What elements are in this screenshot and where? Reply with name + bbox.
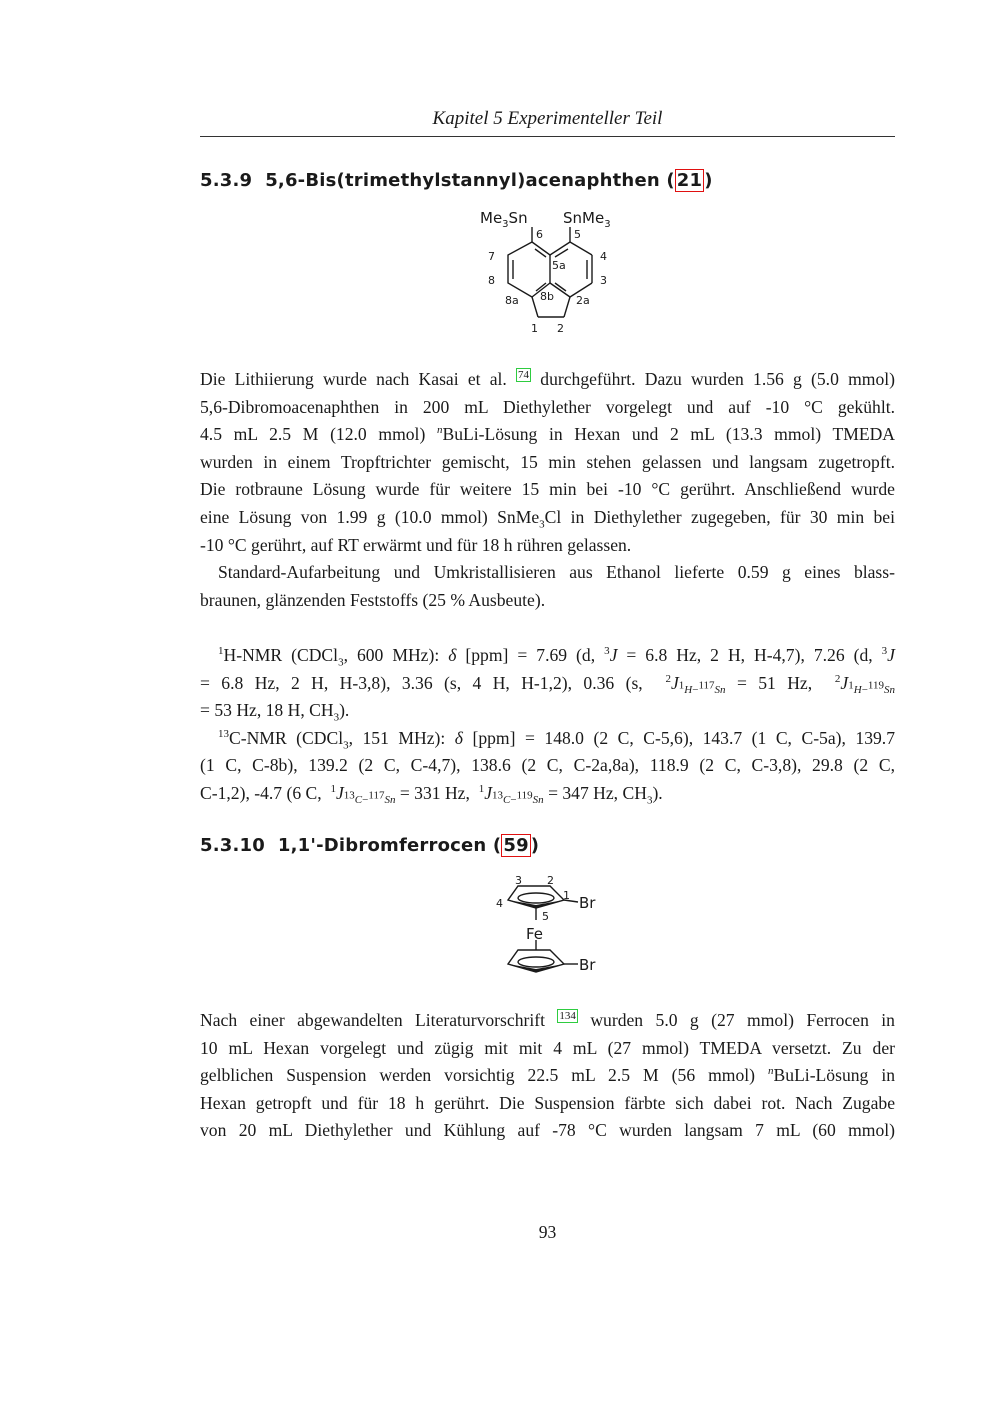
atom-label-4: 4	[600, 250, 607, 263]
atom-label-1: 1	[531, 322, 538, 335]
atom-label-2: 2	[547, 874, 554, 887]
compound-reference-link[interactable]: 21	[676, 170, 703, 191]
text-line: eine Lösung von 1.99 g (10.0 mmol) SnMe$_3$Cl in Diethylether zugegeben, für 30 min bei	[200, 506, 896, 531]
bromine-label-top: Br	[579, 894, 596, 912]
hnmr-line-3: = 53 Hz, 18 H, $CH_3$).	[200, 700, 350, 724]
citation-link[interactable]: 134	[559, 1010, 576, 1022]
atom-label-3: 3	[600, 274, 607, 287]
text-line: Die Lithiierung wurde nach Kasai et al. $^{74}$ durchgeführt. Dazu wurden 1.56 g (5.0 mmol)	[200, 369, 896, 389]
text-line: gelblichen Suspension werden vorsichtig 22.5 mL 2.5 M (56 mmol) $^n$BuLi-Lösung in	[200, 1065, 896, 1086]
atom-label-3: 3	[515, 874, 522, 887]
citation-link[interactable]: 74	[518, 369, 530, 381]
atom-label-1: 1	[563, 889, 570, 902]
atom-label-2a: 2a	[576, 294, 590, 307]
section-title: 5,6-Bis(trimethylstannyl)acenaphthen	[265, 170, 660, 191]
section-number: 5.3.10	[200, 835, 265, 856]
bromine-label-bottom: Br	[579, 956, 596, 974]
label-snme3: SnMe$_3$	[563, 209, 611, 230]
cnmr-line-2: (1 C, C-8b), 139.2 (2 C, C-4,7), 138.6 (2 C, C-2a,8a), 118.9 (2 C, C-3,8), 29.8 (2 C,	[200, 755, 895, 776]
cnmr-line-3: C-1,2), -4.7 (6 C, $^1J_{^{13}C-^{117}Sn} = 331$ Hz, $^1J_{^{13}C-^{119}Sn} = 347$ Hz, $CH_3$).	[200, 782, 663, 807]
text-line: -10 °C gerührt, auf RT erwärmt und für 18 h rühren gelassen.	[200, 534, 632, 555]
text-line: 4.5 mL 2.5 M (12.0 mmol) $^n$BuLi-Lösung in Hexan und 2 mL (13.3 mmol) TMEDA	[200, 424, 895, 445]
running-header: Kapitel 5 Experimenteller Teil	[432, 108, 663, 129]
atom-label-5: 5	[574, 228, 581, 241]
dibromoferrocene-structure	[490, 872, 620, 980]
text-line: braunen, glänzenden Feststoffs (25 % Ausbeute).	[200, 589, 546, 610]
hnmr-line-1: $^1$H-NMR (CDCl$_3$, 600 MHz): δ [ppm] = 7.69 (d, $^3$J = 6.8 Hz, 2 H, H-4,7), 7.26 (d, $^3$J	[218, 645, 895, 669]
header-rule	[200, 136, 895, 137]
atom-label-5a: 5a	[552, 259, 566, 272]
text-line: Die rotbraune Lösung wurde für weitere 15 min bei -10 °C gerührt. Anschließend wurde	[200, 479, 895, 500]
atom-label-5: 5	[542, 910, 549, 923]
text-line: 10 mL Hexan vorgelegt und zügig mit mit 4 mL (27 mmol) TMEDA versetzt. Zu der	[200, 1037, 895, 1058]
nmr-data-block	[200, 642, 895, 808]
iron-label: Fe	[526, 925, 544, 943]
section-number: 5.3.9	[200, 170, 253, 191]
hnmr-line-2: = 6.8 Hz, 2 H, H-3,8), 3.36 (s, 4 H, H-1,2), 0.36 (s, $^2J_{^1H-^{117}Sn} = 51$ Hz, $^2J_{^1H-^{119}Sn}$	[200, 672, 895, 697]
cnmr-line-1: $^{13}$C-NMR (CDCl$_3$, 151 MHz): δ [ppm] = 148.0 (2 C, C-5,6), 143.7 (1 C, C-5a), 139.7	[218, 727, 895, 752]
text-line: wurden in einem Tropftrichter gemischt, 15 min stehen gelassen und langsam zugetropft.	[200, 451, 895, 472]
section-title: 1,1'-Dibromferrocen	[277, 835, 487, 856]
procedure-paragraph-2	[200, 1007, 895, 1145]
label-me3sn: $Me_3Sn$	[480, 209, 528, 230]
section-heading-5-3-10: 5.3.10 1,1'-Dibromferrocen ( 59 )	[200, 835, 540, 856]
section-heading-5-3-9: 5.3.9 5,6-Bis(trimethylstannyl)acenaphthen ( 21 )	[200, 170, 713, 191]
text-line: 5,6-Dibromoacenaphthen in 200 mL Diethylether vorgelegt und auf -10 °C gekühlt.	[200, 396, 895, 417]
text-line: Nach einer abgewandelten Literaturvorschrift $^{134}$ wurden 5.0 g (27 mmol) Ferrocen in	[200, 1010, 895, 1030]
atom-label-8b: 8b	[540, 290, 554, 303]
atom-label-6: 6	[536, 228, 543, 241]
acenaphthene-structure	[470, 205, 630, 340]
page-number: 93	[538, 1222, 557, 1242]
atom-label-7: 7	[488, 250, 495, 263]
text-line: Hexan getropft und für 18 h gerührt. Die Suspension färbte sich dabei rot. Nach Zugabe	[200, 1092, 895, 1113]
atom-label-8a: 8a	[505, 294, 519, 307]
atom-label-2: 2	[557, 322, 564, 335]
text-line: von 20 mL Diethylether und Kühlung auf -78 °C wurden langsam 7 mL (60 mmol)	[200, 1120, 895, 1141]
text-line: Standard-Aufarbeitung und Umkristallisieren aus Ethanol lieferte 0.59 g eines blass-	[218, 562, 895, 583]
atom-label-8: 8	[488, 274, 495, 287]
atom-label-4: 4	[496, 897, 503, 910]
procedure-paragraph-1	[200, 366, 895, 614]
compound-reference-link[interactable]: 59	[503, 835, 529, 856]
